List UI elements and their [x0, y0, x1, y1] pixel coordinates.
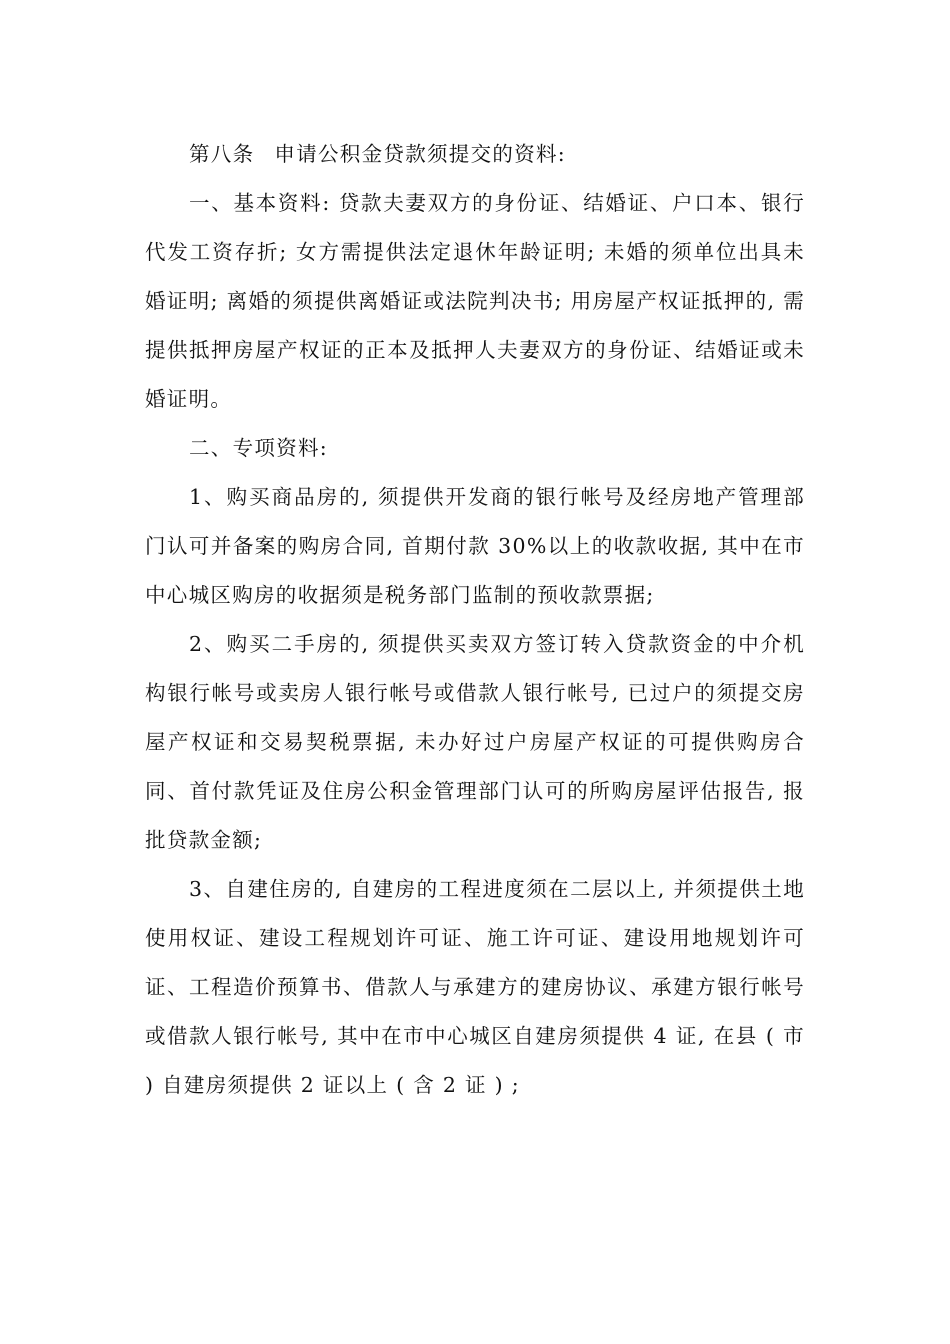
document-body [145, 130, 805, 1110]
paragraph-second-hand-housing: 2、购买二手房的, 须提供买卖双方签订转入贷款资金的中介机构银行帐号或卖房人银行帐号或借款人银行帐号, 已过户的须提交房屋产权证和交易契税票据, 未办好过户房屋产权证的可提供购房合同、首付款凭证及住房公积金管理部门认可的所购房屋评估报告, 报批贷款金额; [145, 632, 805, 852]
article-title: 申请公积金贷款须提交的资料: [274, 142, 567, 166]
paragraph-special-materials-heading: 二、专项资料: [189, 436, 329, 460]
paragraph-self-built-housing: 3、自建住房的, 自建房的工程进度须在二层以上, 并须提供土地使用权证、建设工程规划许可证、施工许可证、建设用地规划许可证、工程造价预算书、借款人与承建方的建房协议、承建方银行帐号或借款人银行帐号, 其中在市中心城区自建房须提供 4 证, 在县 ( 市 ) 自建房须提供 2 证以上 ( 含 2 证 ) ; [145, 877, 805, 1097]
article-number: 第八条 [189, 142, 255, 166]
paragraph-commercial-housing: 1、购买商品房的, 须提供开发商的银行帐号及经房地产管理部门认可并备案的购房合同, 首期付款 30%以上的收款收据, 其中在市中心城区购房的收据须是税务部门监制的预收款票据; [145, 485, 805, 607]
paragraph-basic-materials: 一、基本资料: 贷款夫妻双方的身份证、结婚证、户口本、银行代发工资存折; 女方需提供法定退休年龄证明; 未婚的须单位出具未婚证明; 离婚的须提供离婚证或法院判决书; 用房屋产权证抵押的, 需提供抵押房屋产权证的正本及抵押人夫妻双方的身份证、结婚证或未婚证明。 [145, 191, 805, 411]
article-heading [145, 130, 805, 179]
